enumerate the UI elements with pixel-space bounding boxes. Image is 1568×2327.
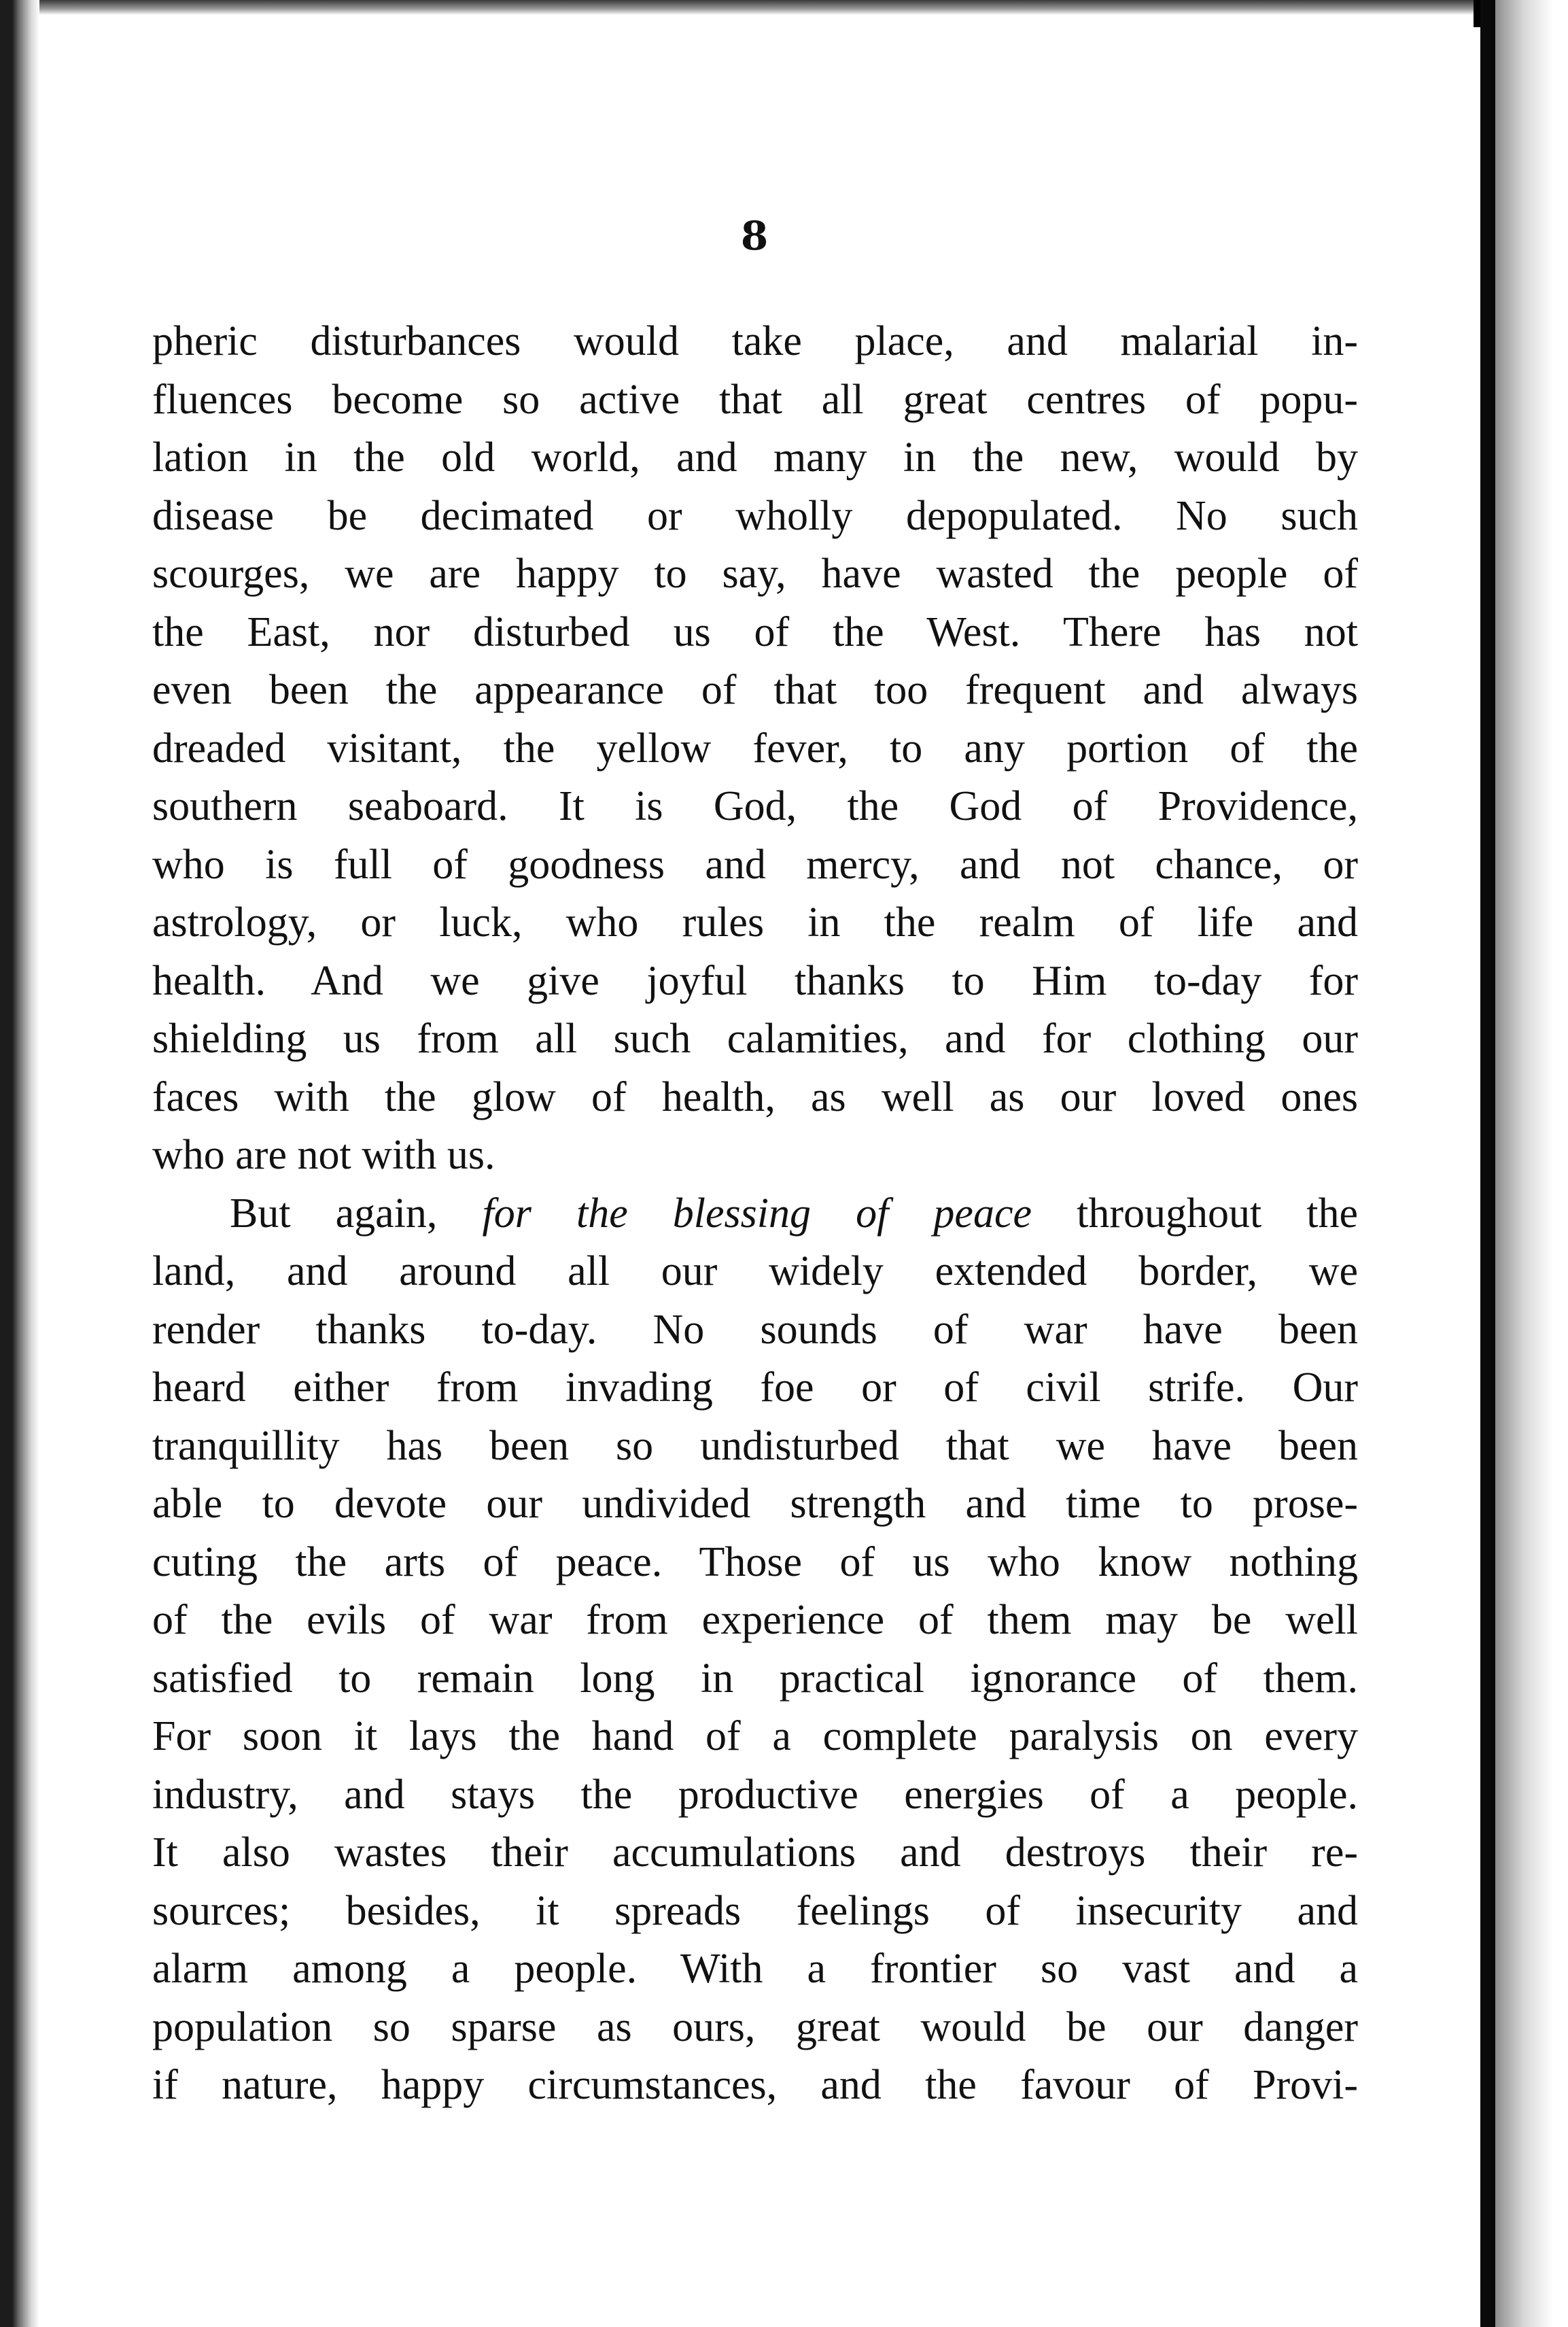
paragraph-2 bbox=[152, 1185, 1358, 2115]
text-line: disease be decimated or wholly depopulated. No such bbox=[152, 492, 1358, 539]
text-line: the East, nor disturbed us of the West. There has not bbox=[152, 608, 1358, 655]
text-line: tranquillity has been so undisturbed that we have been bbox=[152, 1422, 1358, 1469]
text-line: It also wastes their accumulations and destroys their re- bbox=[152, 1829, 1358, 1876]
text-line: of the evils of war from experience of them may be well bbox=[152, 1597, 1358, 1643]
text-line: if nature, happy circumstances, and the favour of Provi- bbox=[152, 2062, 1358, 2108]
text-line: astrology, or luck, who rules in the realm of life and bbox=[152, 899, 1358, 946]
text-line: population so sparse as ours, great would be our danger bbox=[152, 2003, 1358, 2050]
text-line: sources; besides, it spreads feelings of insecurity and bbox=[152, 1887, 1358, 1934]
text-line: For soon it lays the hand of a complete paralysis on every bbox=[152, 1713, 1358, 1759]
body-text bbox=[152, 313, 1358, 2115]
text-line: satisfied to remain long in practical ignorance of them. bbox=[152, 1655, 1358, 1702]
text-line: southern seaboard. It is God, the God of Providence, bbox=[152, 783, 1358, 829]
text-line: alarm among a people. With a frontier so vast and a bbox=[152, 1946, 1358, 1992]
paragraph-2-first-line bbox=[152, 1185, 1358, 1243]
text-line: heard either from invading foe or of civil strife. Our bbox=[152, 1364, 1358, 1411]
paragraph-1 bbox=[152, 313, 1358, 1185]
page-top-edge-shadow bbox=[27, 0, 1495, 15]
text-line: land, and around all our widely extended border, we bbox=[152, 1248, 1358, 1294]
text-line: who are not with us. bbox=[152, 1132, 495, 1178]
text-line: even been the appearance of that too frequent and always bbox=[152, 667, 1358, 713]
text-line: scourges, we are happy to say, have wasted the people of bbox=[152, 551, 1358, 597]
text-line: able to devote our undivided strength and time to prose- bbox=[152, 1481, 1358, 1527]
italic-phrase: for the blessing of peace bbox=[482, 1190, 1032, 1237]
text-line: lation in the old world, and many in the new, would by bbox=[152, 434, 1358, 481]
text-line: pheric disturbances would take place, and malarial in- bbox=[152, 318, 1358, 364]
text-line: shielding us from all such calamities, and for clothing our bbox=[152, 1016, 1358, 1062]
text-line: fluences become so active that all great centres of popu- bbox=[152, 376, 1358, 423]
text-line: cuting the arts of peace. Those of us who know nothing bbox=[152, 1538, 1358, 1585]
text-line: health. And we give joyful thanks to Him to-day for bbox=[152, 957, 1358, 1004]
text-run: throughout the bbox=[1077, 1190, 1359, 1237]
text-line: dreaded visitant, the yellow fever, to any portion of the bbox=[152, 725, 1358, 772]
page-right-margin bbox=[1495, 0, 1568, 2327]
page-number: 8 bbox=[740, 213, 769, 259]
text-line: faces with the glow of health, as well as our loved ones bbox=[152, 1073, 1358, 1120]
text-line: who is full of goodness and mercy, and not chance, or bbox=[152, 841, 1358, 888]
page-left-edge-shadow bbox=[0, 0, 39, 2327]
text-run: But again, bbox=[230, 1190, 438, 1237]
text-line: industry, and stays the productive energies of a people. bbox=[152, 1771, 1358, 1818]
page-right-edge-shadow bbox=[1480, 0, 1495, 2327]
text-line: render thanks to-day. No sounds of war have been bbox=[152, 1306, 1358, 1353]
